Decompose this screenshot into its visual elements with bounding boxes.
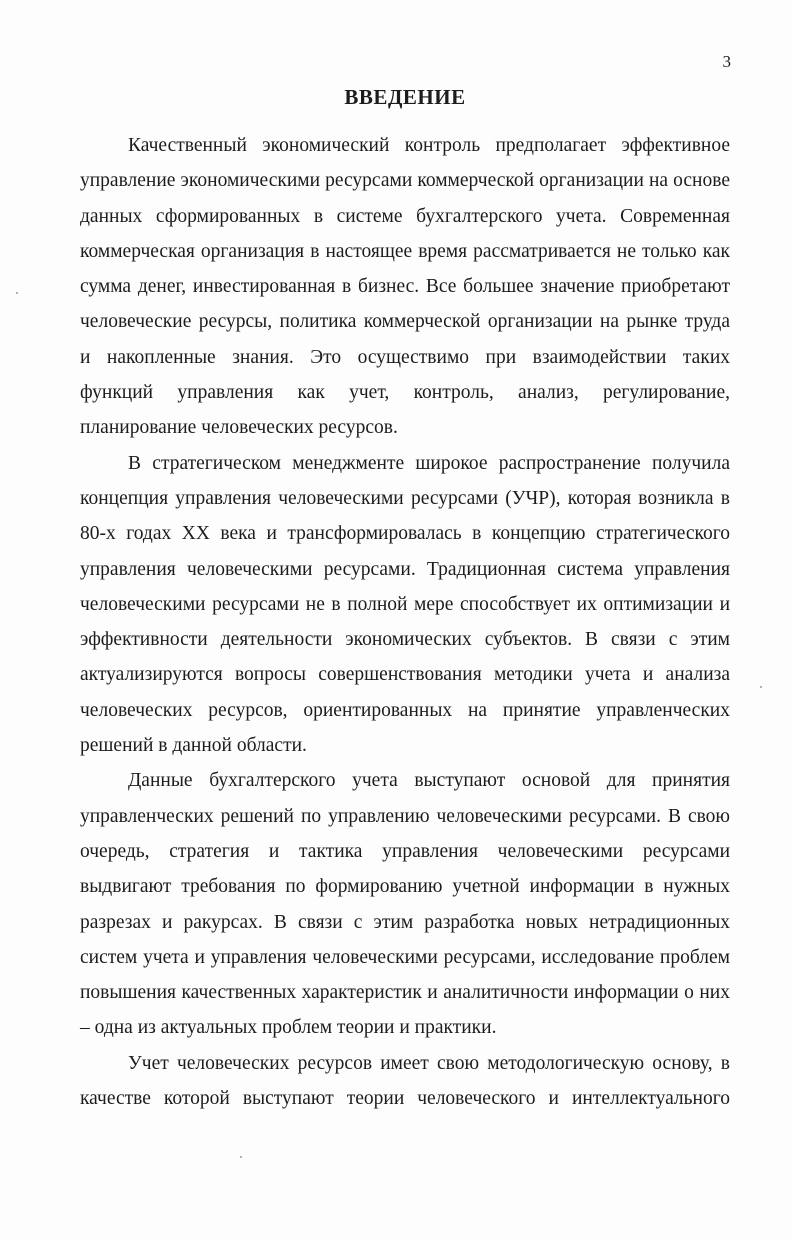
text-line: 80-х годах XX века и трансформировалась в концепцию стратегического: [80, 523, 730, 545]
page-number: 3: [722, 52, 731, 71]
document-body: [80, 128, 730, 1116]
text-line: функций управления как учет, контроль, анализ, регулирование,: [80, 382, 730, 404]
text-line: управление экономическими ресурсами коммерческой организации на основе: [80, 170, 730, 192]
text-line: повышения качественных характеристик и аналитичности информации о них: [80, 982, 730, 1004]
text-line: планирование человеческих ресурсов.: [80, 417, 398, 439]
scan-speck: [760, 686, 762, 688]
text-line: Учет человеческих ресурсов имеет свою методологическую основу, в: [128, 1052, 730, 1074]
text-line: сумма денег, инвестированная в бизнес. Все большее значение приобретают: [80, 276, 730, 298]
text-line: управленческих решений по управлению человеческими ресурсами. В свою: [80, 805, 730, 827]
paragraph-4: [80, 1046, 730, 1117]
text-line: человеческих ресурсов, ориентированных на принятие управленческих: [80, 699, 730, 721]
paragraph-3: [80, 763, 730, 1045]
text-line: Данные бухгалтерского учета выступают основой для принятия: [128, 770, 730, 792]
text-line: систем учета и управления человеческими ресурсами, исследование проблем: [80, 946, 730, 968]
paragraph-2: [80, 446, 730, 764]
text-line: очередь, стратегия и тактика управления человеческими ресурсами: [80, 840, 730, 862]
text-line: качестве которой выступают теории человеческого и интеллектуального: [80, 1088, 730, 1110]
text-line: и накопленные знания. Это осуществимо при взаимодействии таких: [80, 346, 730, 368]
text-line: решений в данной области.: [80, 735, 307, 757]
text-line: выдвигают требования по формированию учетной информации в нужных: [80, 876, 730, 898]
scan-speck: [240, 1156, 242, 1158]
page-title: ВВЕДЕНИЕ: [344, 85, 466, 109]
text-line: эффективности деятельности экономических субъектов. В связи с этим: [80, 629, 730, 651]
text-line: данных сформированных в системе бухгалтерского учета. Современная: [80, 205, 730, 227]
text-line: человеческие ресурсы, политика коммерческой организации на рынке труда: [80, 311, 730, 333]
text-line: коммерческая организация в настоящее время рассматривается не только как: [80, 240, 730, 262]
text-line: человеческими ресурсами не в полной мере способствует их оптимизации и: [80, 593, 730, 615]
scan-speck: [16, 292, 18, 294]
text-line: Качественный экономический контроль предполагает эффективное: [128, 135, 730, 156]
paragraph-1: [80, 128, 730, 446]
text-line: управления человеческими ресурсами. Традиционная система управления: [80, 558, 730, 580]
text-line: В стратегическом менеджменте широкое распространение получила: [128, 452, 730, 474]
text-line: концепция управления человеческими ресурсами (УЧР), которая возникла в: [80, 487, 730, 509]
text-line: – одна из актуальных проблем теории и практики.: [80, 1017, 497, 1039]
text-line: актуализируются вопросы совершенствования методики учета и анализа: [80, 664, 730, 686]
text-line: разрезах и ракурсах. В связи с этим разработка новых нетрадиционных: [80, 911, 730, 933]
